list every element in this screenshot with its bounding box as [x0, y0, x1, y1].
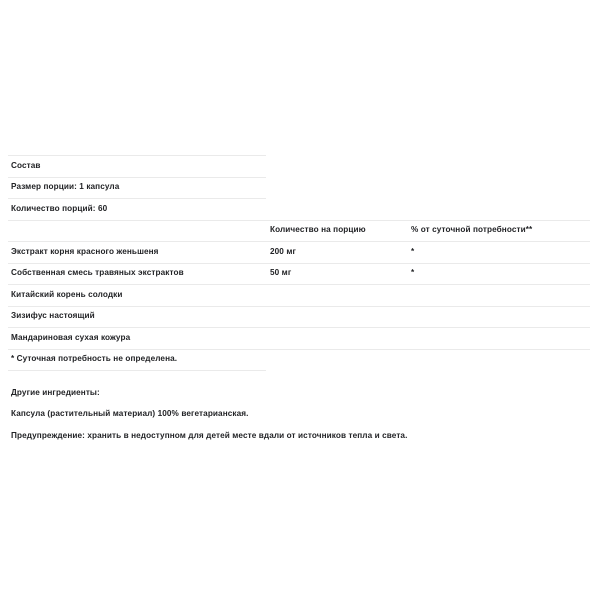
table-header-row — [0, 220, 600, 242]
ingredient-name: Мандариновая сухая кожура — [11, 332, 131, 342]
supplement-facts-panel — [0, 155, 600, 380]
column-header-daily-value: % от суточной потребности** — [411, 225, 533, 235]
table-row — [0, 241, 600, 263]
panel-title-row — [0, 155, 600, 177]
serving-size-label: Размер порции: 1 капсула — [11, 182, 120, 192]
table-row — [0, 306, 600, 328]
servings-per-container-label: Количество порций: 60 — [11, 203, 108, 213]
other-ingredients-value: Капсула (растительный материал) 100% вегетарианская. — [11, 409, 249, 419]
servings-per-container-row — [0, 198, 600, 220]
ingredient-amount: 200 мг — [270, 246, 297, 256]
ingredient-name: Собственная смесь травяных экстрактов — [11, 268, 184, 278]
serving-size-row — [0, 177, 600, 199]
ingredient-daily-value: * — [411, 268, 415, 278]
ingredient-name: Зизифус настоящий — [11, 311, 95, 321]
footer-block — [0, 382, 600, 447]
table-row — [0, 284, 600, 306]
panel-title: Состав — [11, 160, 41, 170]
daily-value-footnote-row — [0, 349, 600, 371]
column-header-amount-per-serving: Количество на порцию — [270, 225, 366, 235]
ingredient-name: Китайский корень солодки — [11, 289, 123, 299]
ingredient-amount: 50 мг — [270, 268, 292, 278]
table-row — [0, 327, 600, 349]
ingredient-name: Экстракт корня красного женьшеня — [11, 246, 159, 256]
table-row — [0, 263, 600, 285]
ingredient-daily-value: * — [411, 246, 415, 256]
other-ingredients-label: Другие ингредиенты: — [11, 387, 100, 397]
warning-text: Предупреждение: хранить в недоступном для детей месте вдали от источников тепла и света. — [11, 430, 408, 440]
daily-value-footnote: * Суточная потребность не определена. — [11, 354, 178, 364]
panel-bottom-divider — [0, 370, 600, 380]
